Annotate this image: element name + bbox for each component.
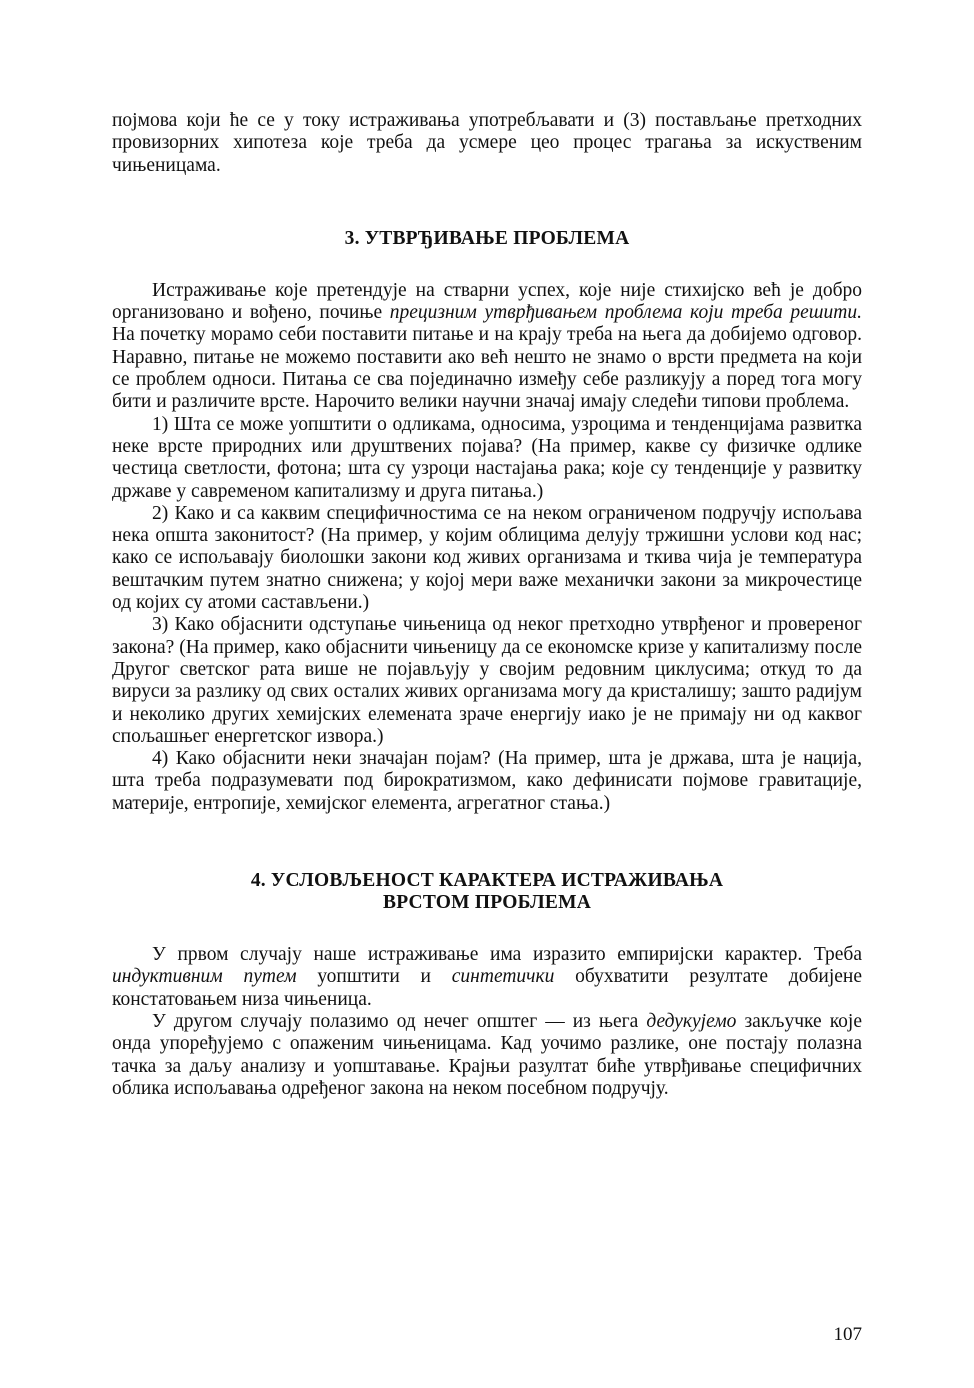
section-3-p1-text-before: Истраживање које претендује на стварни успех, које није стихијско већ је добро организовано и вођено, почиње [112, 279, 862, 324]
section-4-p2-part-1: У другом случају полазимо од нечег општег — из њега [152, 1010, 647, 1032]
section-3-p1-emphasis: прецизним утврђивањем проблема који треба решити. [389, 302, 862, 324]
page-number: 107 [833, 1324, 862, 1345]
intro-paragraph: појмова који ће се у току истраживања употребљавати и (3) постављање претходних провизорних хипотеза које треба да усмере цео процес трагања за искуственим чињеницама. [112, 110, 862, 176]
section-4-p2-emphasis-1: дедукујемо [646, 1010, 737, 1032]
section-4-p1-emphasis-1: индуктивним путем [112, 966, 297, 988]
section-4-heading-line-1: 4. УСЛОВЉЕНОСТ КАРАКТЕРА ИСТРАЖИВАЊА [250, 870, 724, 892]
section-4-p1-part-2: уопштити и [296, 966, 452, 988]
section-4-heading [112, 870, 862, 914]
problem-type-1: 1) Шта се може уопштити о одликама, односима, узроцима и тенденцијама развитка неке врсте природних или друштвених појава? (На пример, какве су физичке одлике честица светлости, фотона; шта су узроци настајања рака; које су тенденције у развитку државе у савременом капитализму и друга питања.) [112, 413, 862, 502]
section-4-p2-part-2: закључке које онда упоређујемо с опаженим чињеницама. Кад уочимо разлике, оне постају полазна тачка за даљу анализу и уопштавање. Крајњи разултат биће утврђивање специфичних облика испољавања одређеног закона на неком посебном подручју. [112, 1010, 862, 1099]
section-4-p1-emphasis-2: синтетички [451, 966, 555, 988]
section-3-p1-text-after: На почетку морамо себи поставити питање и на крају треба на њега да добијемо одговор. Наравно, питање не можемо поставити ако већ нешто не знамо о врсти предмета на који се проблем односи. Питања се сва појединачно између себе разликују а поред тога могу бити и различите врсте. Нарочито велики научни значај имају следећи типови проблема. [112, 324, 862, 413]
problem-type-4: 4) Како објаснити неки значајан појам? (На пример, шта је држава, шта је нација, шта треба подразумевати под бирократизмом, како дефинисати појмове гравитације, материје, ентропије, хемијског елемента, агрегатног стања.) [112, 748, 862, 814]
book-page [112, 110, 862, 1100]
section-4-p1-part-3: обухватити резултате добијене констатовањем низа чињеница. [112, 966, 862, 1010]
section-4-p1-part-1: У првом случају наше истраживање има изразито емпиријски карактер. Треба [152, 944, 862, 966]
section-4-paragraph-1 [112, 944, 862, 1011]
section-3-paragraph-1 [112, 280, 862, 414]
section-4-heading-line-2: ВРСТОМ ПРОБЛЕМА [383, 892, 591, 914]
section-4-paragraph-2 [112, 1011, 862, 1100]
section-3-heading: 3. УТВРЂИВАЊЕ ПРОБЛЕМА [344, 227, 630, 249]
problem-type-2: 2) Како и са каквим специфичностима се на неком ограниченом подручју испољава нека општа законитост? (На пример, у којим облицима делују тржишни услови код нас; како се испољавају биолошки закони код живих организама и ткива чија је температура вештачким путем знатно снижена; у којој мери важе механички закони за микрочестице од којих су атоми састављени.) [112, 502, 862, 614]
problem-type-3: 3) Како објаснити одступање чињеница од неког претходно утврђеног и провереног закона? (На пример, како објаснити чињеницу да се економске кризе у капитализму после Другог светског рата више не појављују у својим редовним циклусима; откуд то да вируси за разлику од свих осталих живих организама могу да кристалишу; зашто радијум и неколико других хемијских елемената зраче енергију иако је не примају ни од каквог спољашњег енергетског извора.) [112, 614, 862, 747]
